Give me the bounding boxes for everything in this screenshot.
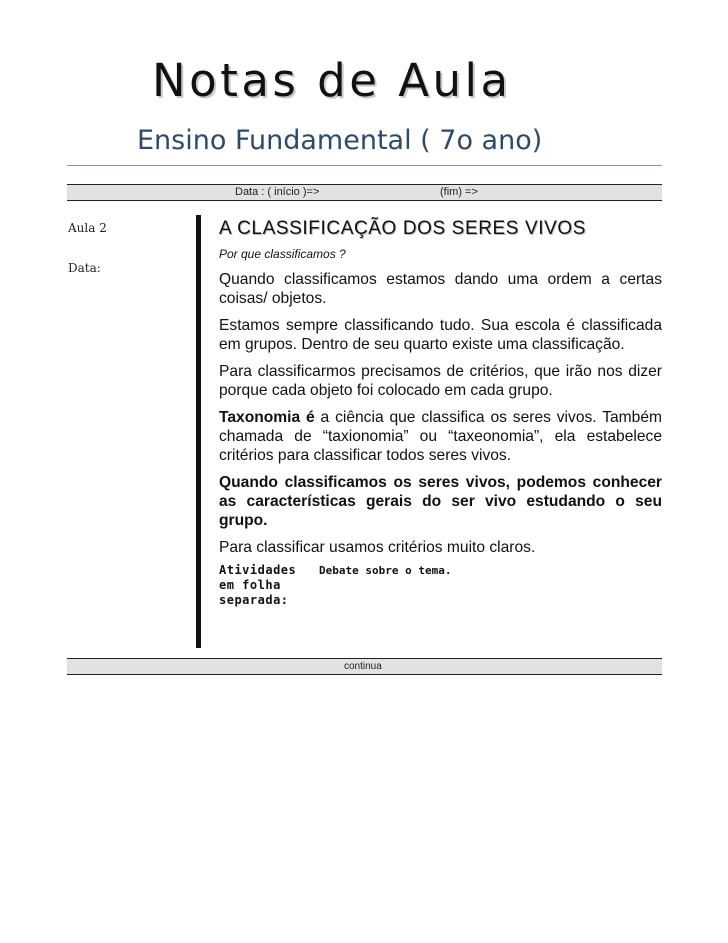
lesson-number: Aula 2 — [68, 221, 107, 235]
paragraph-1: Quando classificamos estamos dando uma ordem a certas coisas/ objetos. — [219, 271, 662, 307]
continue-bar — [67, 658, 662, 675]
paragraph-2: Estamos sempre classificando tudo. Sua escola é classificada em grupos. Dentro de seu quarto existe uma classificação. — [219, 317, 662, 353]
date-start-label: Data : ( início )=> — [235, 186, 320, 198]
page-title: Notas de Aula — [152, 54, 512, 107]
lesson-question: Por que classificamos ? — [219, 247, 346, 261]
date-bar — [67, 184, 662, 201]
paragraph-4 — [219, 408, 662, 465]
paragraph-5: Quando classificamos os seres vivos, podemos conhecer as características gerais do ser vivo estudando o seu grupo. — [219, 474, 662, 529]
vertical-divider — [196, 215, 201, 648]
date-end-label: (fim) => — [440, 186, 478, 198]
paragraph-3: Para classificarmos precisamos de critérios, que irão nos dizer porque cada objeto foi colocado em cada grupo. — [219, 363, 662, 399]
date-label: Data: — [68, 261, 101, 275]
page-subtitle: Ensino Fundamental ( 7o ano) — [137, 125, 543, 156]
activity-section — [219, 563, 662, 609]
taxonomy-definition: a ciência que classifica os seres vivos. Também chamada de “taxionomia” ou “taxeonomia”, ela estabelece critérios para classificar todos seres vivos. — [219, 409, 662, 464]
lesson-content — [219, 218, 662, 609]
continue-label: continua — [344, 661, 382, 672]
paragraph-6: Para classificar usamos critérios muito claros. — [219, 539, 536, 556]
lesson-title: A CLASSIFICAÇÃO DOS SERES VIVOS — [219, 218, 587, 239]
title-divider — [67, 165, 662, 166]
activity-label: Atividades em folha separada: — [219, 563, 297, 607]
activity-text: Debate sobre o tema. — [319, 564, 452, 577]
taxonomy-term: Taxonomia é — [219, 409, 315, 426]
